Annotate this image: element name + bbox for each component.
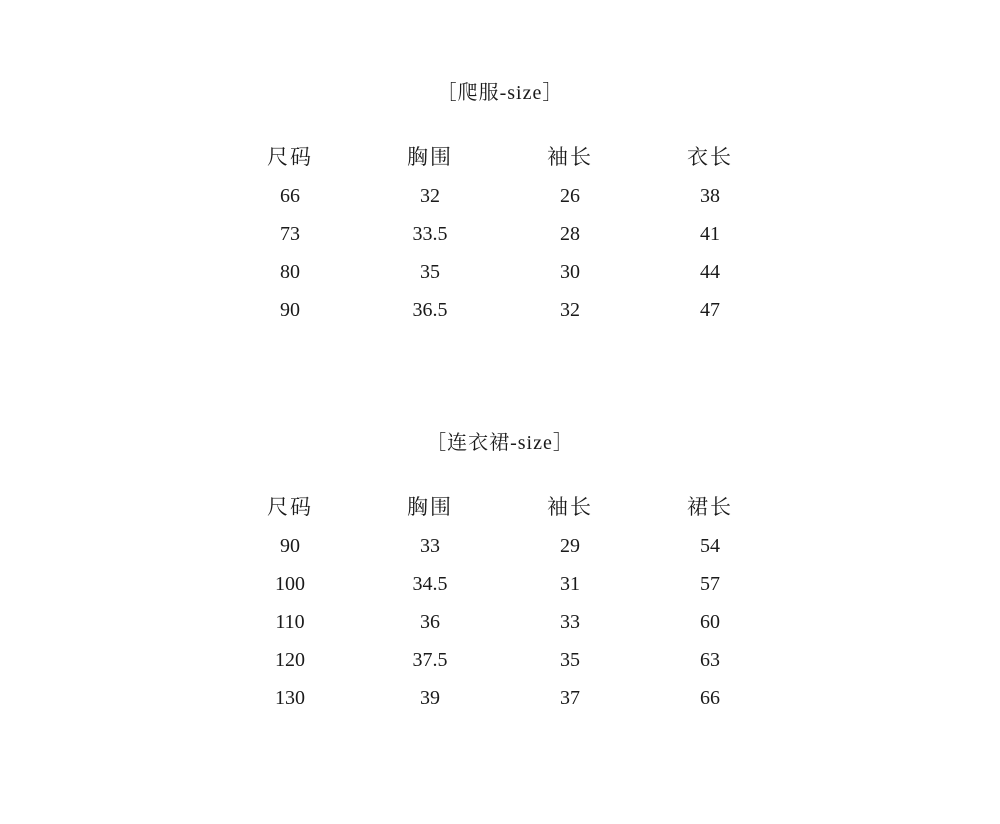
column-header: 胸围 [407, 495, 453, 519]
table-grid [0, 137, 1000, 329]
table-cell: 37 [560, 687, 580, 709]
table-cell: 110 [275, 611, 305, 633]
table-cell: 28 [560, 223, 580, 245]
column-header: 衣长 [687, 145, 733, 169]
table-cell: 60 [700, 611, 720, 633]
table-cell: 35 [560, 649, 580, 671]
table-cell: 63 [700, 649, 720, 671]
table-cell: 80 [280, 261, 300, 283]
column-header: 胸围 [407, 145, 453, 169]
table-cell: 32 [560, 299, 580, 321]
table-cell: 32 [420, 185, 440, 207]
table-cell: 34.5 [412, 573, 448, 595]
table-cell: 90 [280, 299, 300, 321]
table-cell: 38 [700, 185, 720, 207]
column-header: 袖长 [547, 495, 593, 519]
table-cell: 36 [420, 611, 440, 633]
table-cell: 44 [700, 261, 720, 283]
table-cell: 33 [560, 611, 580, 633]
table-cell: 35 [420, 261, 440, 283]
table-title: ［爬服-size］ [436, 82, 564, 104]
table-cell: 66 [700, 687, 720, 709]
table-grid [0, 487, 1000, 717]
size-table-dress [0, 426, 1000, 717]
table-cell: 33 [420, 535, 440, 557]
table-cell: 120 [275, 649, 305, 671]
table-cell: 57 [700, 573, 720, 595]
column-header: 尺码 [267, 145, 313, 169]
table-cell: 100 [275, 573, 305, 595]
column-header: 尺码 [267, 495, 313, 519]
column-header: 裙长 [687, 495, 733, 519]
table-cell: 37.5 [412, 649, 448, 671]
table-cell: 47 [700, 299, 720, 321]
table-cell: 30 [560, 261, 580, 283]
table-cell: 31 [560, 573, 580, 595]
table-cell: 73 [280, 223, 300, 245]
table-title: ［连衣裙-size］ [426, 432, 574, 454]
table-cell: 66 [280, 185, 300, 207]
table-cell: 41 [700, 223, 720, 245]
size-table-romper [0, 76, 1000, 329]
table-cell: 36.5 [412, 299, 448, 321]
table-cell: 130 [275, 687, 305, 709]
table-cell: 29 [560, 535, 580, 557]
table-cell: 90 [280, 535, 300, 557]
column-header: 袖长 [547, 145, 593, 169]
table-cell: 26 [560, 185, 580, 207]
table-cell: 54 [700, 535, 720, 557]
table-cell: 33.5 [412, 223, 448, 245]
table-cell: 39 [420, 687, 440, 709]
